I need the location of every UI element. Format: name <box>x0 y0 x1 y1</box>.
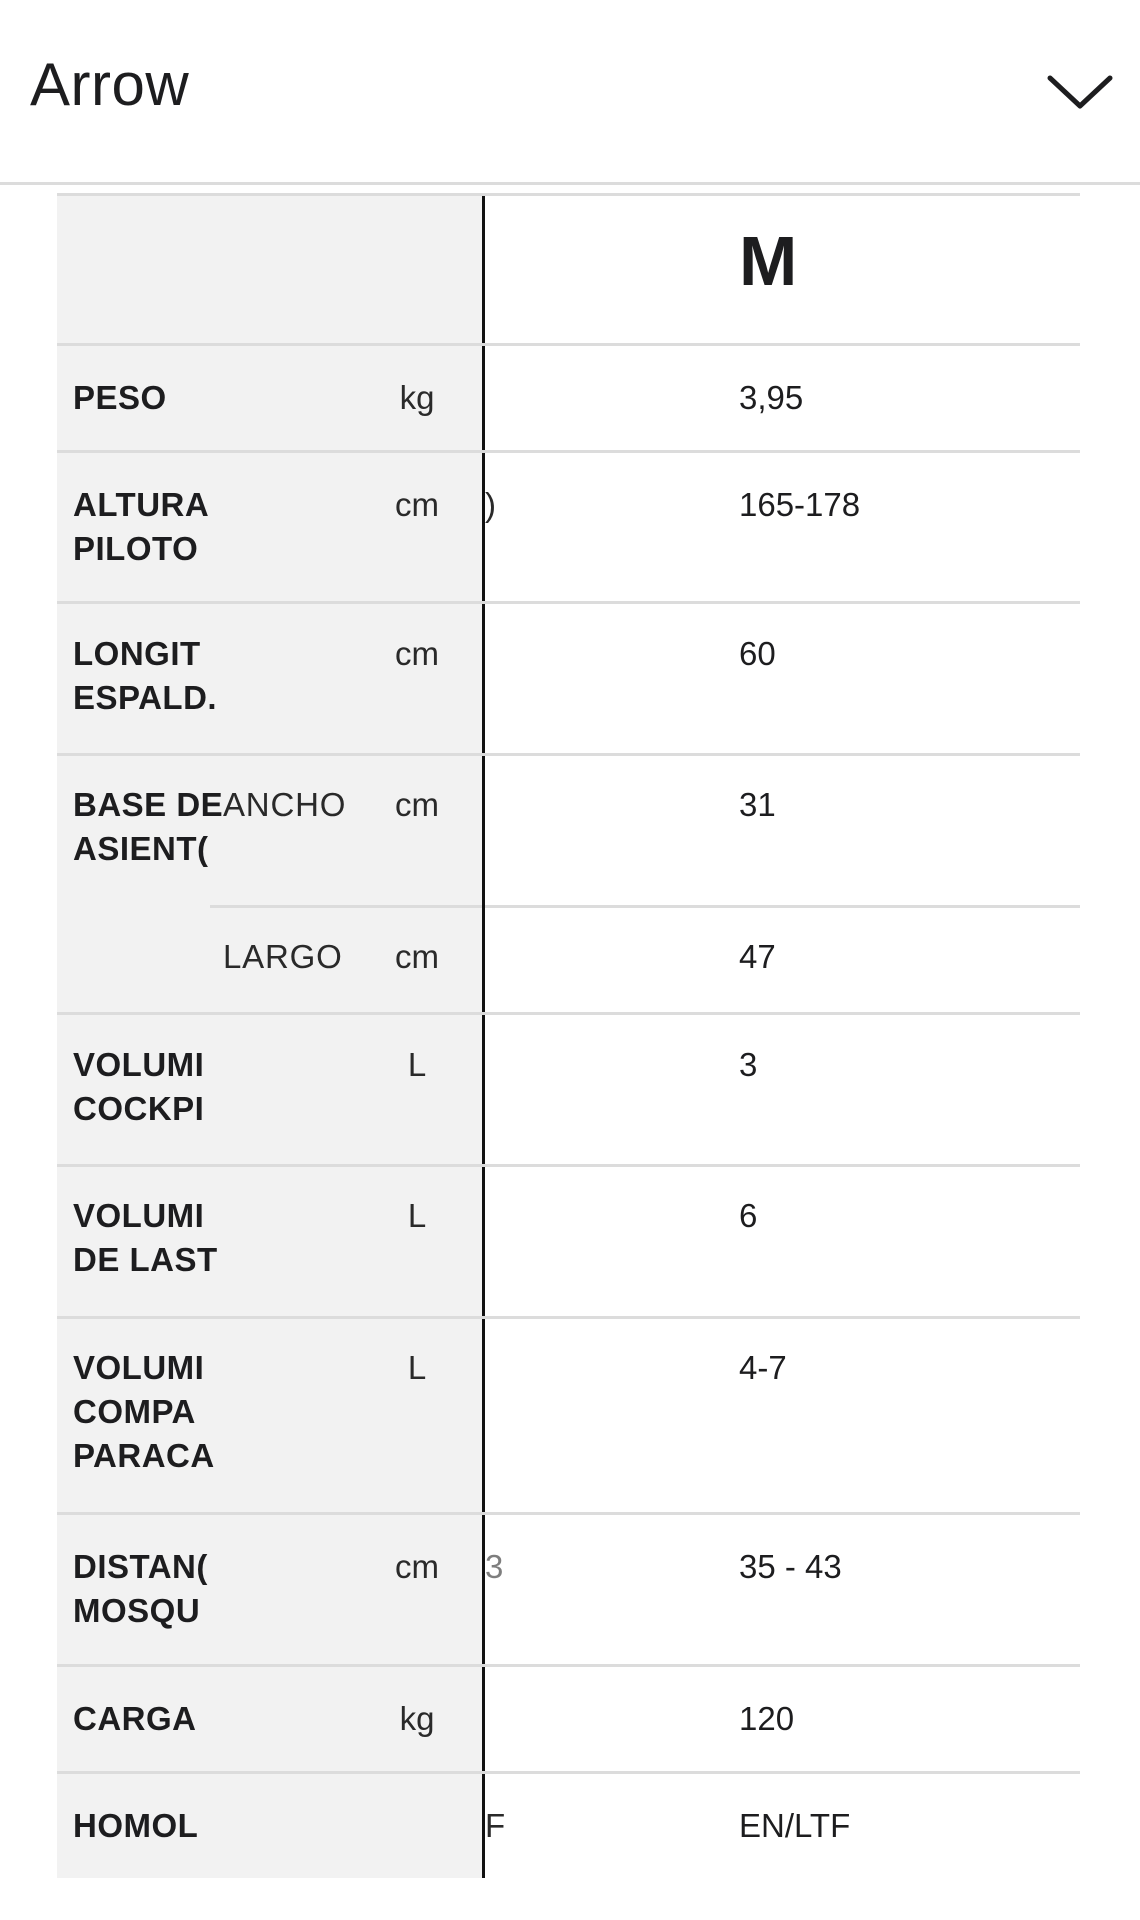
size-chart-table[interactable] <box>57 193 1080 1878</box>
column-divider <box>482 905 485 1012</box>
table-row <box>57 601 1080 753</box>
row-sublabel: ANCHO <box>223 786 347 823</box>
row-value: EN/LTF <box>739 1807 851 1844</box>
row-unit: kg <box>399 379 435 416</box>
row-label: DISTAN( MOSQU <box>73 1548 208 1629</box>
sticky-column-header <box>57 196 482 343</box>
row-unit: L <box>407 1197 427 1234</box>
row-unit: L <box>407 1349 427 1386</box>
table-row <box>57 1664 1080 1771</box>
table-header-row <box>57 193 1080 343</box>
column-divider <box>482 1667 485 1771</box>
row-value: 165-178 <box>739 486 861 523</box>
row-label: VOLUMI DE LAST <box>73 1197 218 1278</box>
row-unit: cm <box>395 1548 439 1585</box>
column-divider <box>482 604 485 753</box>
table-row <box>57 753 1080 905</box>
row-label: LONGIT ESPALD. <box>73 635 218 716</box>
column-divider <box>482 1167 485 1316</box>
accordion-header[interactable] <box>0 0 1140 185</box>
row-unit: kg <box>399 1700 435 1737</box>
column-divider <box>482 1015 485 1164</box>
row-label: VOLUMI COMPA PARACA <box>73 1349 215 1474</box>
table-row <box>57 343 1080 450</box>
row-sublabel: LARGO <box>223 938 343 975</box>
row-label: ALTURA PILOTO <box>73 486 210 567</box>
row-hidden-column-peek: 3 <box>485 1548 504 1585</box>
chevron-down-icon[interactable] <box>1040 60 1120 120</box>
row-value: 47 <box>739 938 776 975</box>
row-value: 60 <box>739 635 776 672</box>
column-divider <box>482 346 485 450</box>
row-value: 31 <box>739 786 776 823</box>
row-label: VOLUMI COCKPI <box>73 1046 205 1127</box>
table-row <box>57 1316 1080 1512</box>
row-unit: cm <box>395 486 439 523</box>
row-hidden-column-peek: F <box>485 1807 506 1844</box>
row-value: 3,95 <box>739 379 804 416</box>
table-row <box>57 1771 1080 1878</box>
row-label: CARGA <box>73 1700 197 1737</box>
table-row <box>57 1512 1080 1664</box>
row-label: HOMOL <box>73 1807 199 1844</box>
row-unit: L <box>407 1046 427 1083</box>
row-value: 3 <box>739 1046 758 1083</box>
column-divider <box>482 453 485 601</box>
row-value: 6 <box>739 1197 758 1234</box>
row-label: BASE DE ASIENT( <box>73 786 224 867</box>
row-unit: cm <box>395 635 439 672</box>
column-divider <box>482 196 485 343</box>
row-hidden-column-peek: ) <box>485 486 496 523</box>
product-title: Arrow <box>30 51 190 118</box>
row-unit: cm <box>395 786 439 823</box>
row-unit: cm <box>395 938 439 975</box>
table-row <box>57 450 1080 601</box>
row-value: 35 - 43 <box>739 1548 842 1585</box>
row-value: 4-7 <box>739 1349 787 1386</box>
table-row <box>57 1164 1080 1316</box>
row-value: 120 <box>739 1700 795 1737</box>
size-column-header: M <box>739 222 798 300</box>
table-row <box>57 905 1080 1012</box>
column-divider <box>482 1515 485 1664</box>
column-divider <box>482 1319 485 1512</box>
table-row <box>57 1012 1080 1164</box>
column-divider <box>482 756 485 905</box>
row-label: PESO <box>73 379 167 416</box>
